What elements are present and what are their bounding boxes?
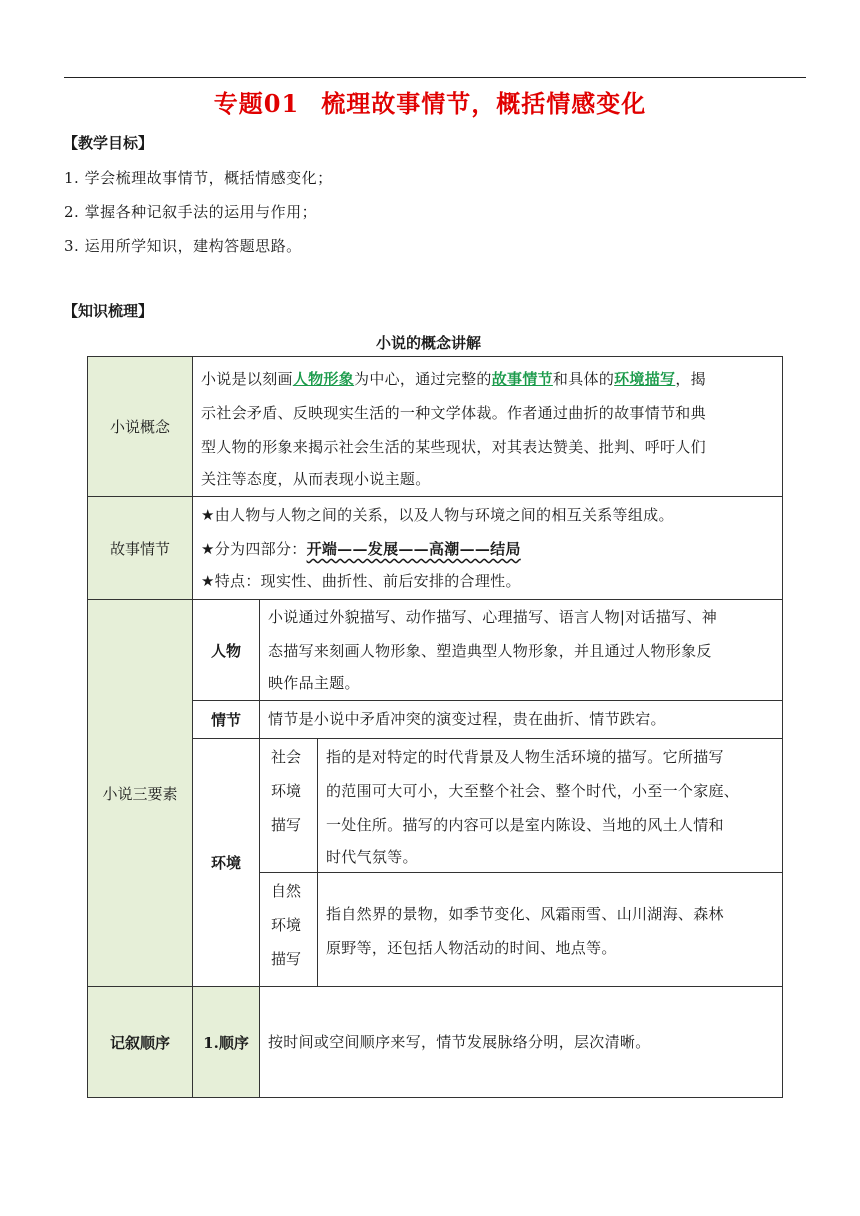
plot-stages: 开端——发展——高潮——结局 <box>306 540 521 558</box>
concept-text-line-1: 小说是以刻画人物形象为中心，通过完整的故事情节和具体的环境描写，揭 <box>201 370 706 388</box>
plot-text-line-2: ★分为四部分：开端——发展——高潮——结局 <box>201 540 521 558</box>
keyword-character-image: 人物形象 <box>292 370 355 388</box>
title-text: 梳理故事情节，概括情感变化 <box>321 89 647 118</box>
plot-label: 故事情节 <box>109 539 170 558</box>
column-divider <box>259 599 260 1098</box>
table-border-right <box>782 356 783 1098</box>
teaching-goals-heading: 【教学目标】 <box>63 134 154 152</box>
character-text-line-2: 态描写来刻画人物形象、塑造典型人物形象，并且通过人物形象反 <box>268 642 712 660</box>
element-plot-label: 情节 <box>210 711 241 729</box>
star-icon: ★ <box>201 572 215 590</box>
table-caption: 小说的概念讲解 <box>376 334 482 352</box>
keyword-story-plot: 故事情节 <box>491 370 553 388</box>
narrative-order-label: 记叙顺序 <box>109 1033 170 1052</box>
concept-label: 小说概念 <box>109 418 170 436</box>
character-label: 人物 <box>210 641 241 660</box>
row-divider <box>259 872 783 873</box>
header-rule <box>64 77 806 78</box>
social-text-line-3: 一处住所。描写的内容可以是室内陈设、当地的风土人情和 <box>326 816 724 834</box>
sequential-order-text: 按时间或空间顺序来写，情节发展脉络分明，层次清晰。 <box>268 1033 651 1051</box>
row-divider <box>192 700 783 701</box>
concept-text-line-2: 示社会矛盾、反映现实生活的一种文学体裁。作者通过曲折的故事情节和典 <box>201 404 706 422</box>
goal-item-3: 3. 运用所学知识，建构答题思路。 <box>64 237 302 255</box>
concept-text-line-3: 型人物的形象来揭示社会生活的某些现状，对其表达赞美、批判、呼吁人们 <box>201 438 706 456</box>
plot-text-line-3: ★特点：现实性、曲折性、前后安排的合理性。 <box>201 572 521 590</box>
natural-text-line-2: 原野等，还包括人物活动的时间、地点等。 <box>326 939 617 957</box>
three-elements-label: 小说三要素 <box>102 784 178 803</box>
character-text-line-1: 小说通过外貌描写、动作描写、心理描写、语言人物|对话描写、神 <box>268 608 718 626</box>
knowledge-heading: 【知识梳理】 <box>63 302 154 320</box>
concept-text-line-4: 关注等态度，从而表现小说主题。 <box>201 470 431 488</box>
social-text-line-1: 指的是对特定的时代背景及人物生活环境的描写。它所描写 <box>326 748 724 766</box>
star-icon: ★ <box>201 540 215 558</box>
social-text-line-4: 时代气氛等。 <box>326 848 418 866</box>
keyword-environment: 环境描写 <box>614 370 676 388</box>
star-icon: ★ <box>201 506 215 524</box>
character-text-line-3: 映作品主题。 <box>268 674 360 692</box>
sequential-order-label: 1.顺序 <box>203 1033 249 1052</box>
page-title <box>0 84 860 119</box>
plot-text-line-1: ★由人物与人物之间的关系，以及人物与环境之间的相互关系等组成。 <box>201 506 674 524</box>
row-divider <box>192 738 783 739</box>
element-plot-text: 情节是小说中矛盾冲突的演变过程，贵在曲折、情节跌宕。 <box>268 710 666 728</box>
natural-text-line-1: 指自然界的景物，如季节变化、风霜雨雪、山川湖海、森林 <box>326 905 724 923</box>
goal-item-2: 2. 掌握各种记叙手法的运用与作用； <box>64 203 318 221</box>
column-divider <box>317 738 318 986</box>
title-number: 专题01 <box>213 89 300 118</box>
goal-item-1: 1. 学会梳理故事情节，概括情感变化； <box>64 169 333 187</box>
environment-label: 环境 <box>210 854 241 872</box>
social-text-line-2: 的范围可大可小，大至整个社会、整个时代，小至一个家庭、 <box>326 782 740 800</box>
